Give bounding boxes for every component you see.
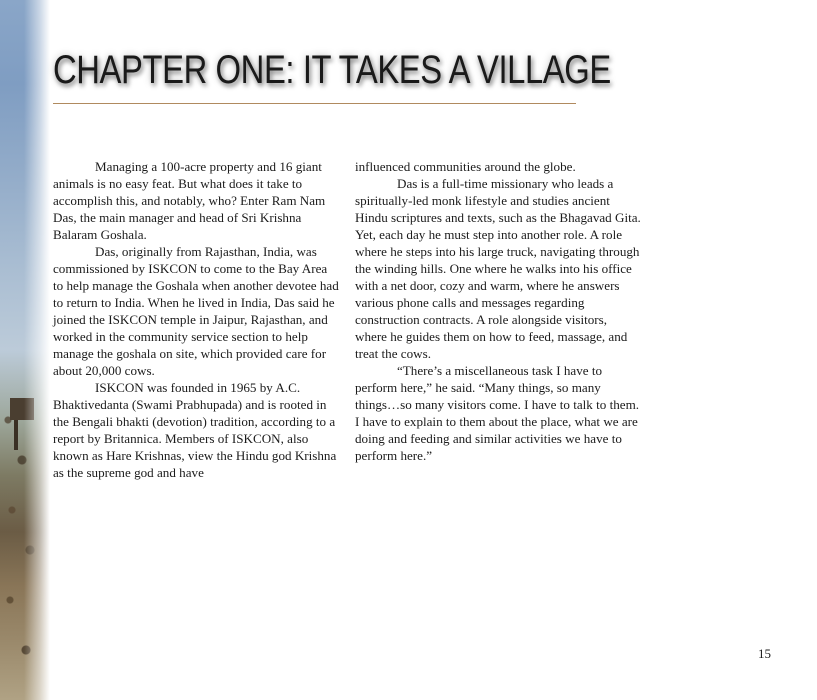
left-text-column: [53, 158, 339, 481]
paragraph: Das is a full-time missionary who leads a spiritually-led monk lifestyle and studies ancient Hindu scriptures and texts, such as the Bhagavad Gita. Yet, each day he must step into another role. A role where he steps into his large truck, navigating through the winding hills. One where he walks into his office with a net door, cozy and warm, where he answers various phone calls and messages regarding construction contracts. A role alongside visitors, where he guides them on how to feed, massage, and treat the cows.: [355, 176, 641, 361]
chapter-title: CHAPTER ONE: IT TAKES A VILLAGE: [53, 48, 611, 92]
paragraph: Managing a 100-acre property and 16 giant animals is no easy feat. But what does it take to accomplish this, and notably, who? Enter Ram Nam Das, the main manager and head of Sri Krishna Balaram Goshala.: [53, 159, 326, 242]
paragraph: ISKCON was founded in 1965 by A.C. Bhaktivedanta (Swami Prabhupada) and is rooted in the Bengali bhakti (devotion) tradition, according to a report by Britannica. Members of ISKCON, also known as Hare Krishnas, view the Hindu god Krishna as the supreme god and have: [53, 380, 337, 480]
rock-texture: [0, 400, 50, 700]
paragraph: Das, originally from Rajasthan, India, was commissioned by ISKCON to come to the Bay Area to help manage the Goshala when another devotee had to return to India. When he lived in India, Das said he joined the ISKCON temple in Jaipur, Rajasthan, and worked in the community service section to help manage the goshala on site, which provided care for about 20,000 cows.: [53, 244, 339, 378]
right-text-column: [355, 158, 641, 464]
paragraph-continued: influenced communities around the globe.: [355, 159, 576, 174]
decorative-photo-strip: [0, 0, 50, 700]
page-number: 15: [758, 646, 771, 661]
title-underline: [53, 103, 576, 104]
paragraph: “There’s a miscellaneous task I have to perform here,” he said. “Many things, so many things…so many visitors come. I have to talk to them. I have to explain to them about the place, what we are doing and feeding and similar activities we have to perform here.”: [355, 363, 640, 463]
fence-post-image: [10, 398, 34, 420]
